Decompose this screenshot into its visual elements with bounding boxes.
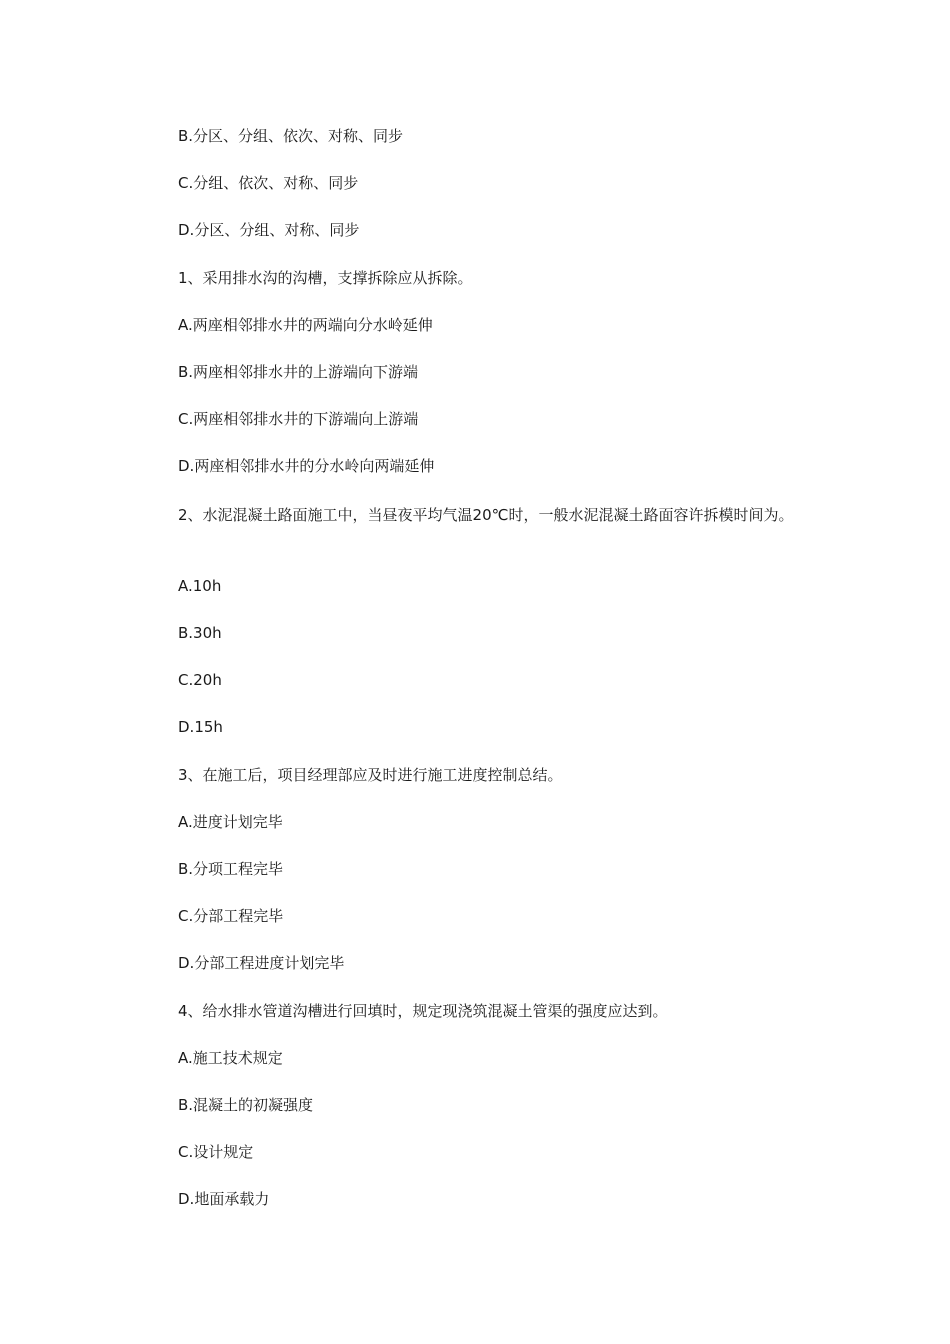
question-2-option-d: D.15h (178, 718, 223, 736)
question-1-option-b: B.两座相邻排水井的上游端向下游端 (178, 363, 419, 381)
option-d-prev-question: D.分区、分组、对称、同步 (178, 221, 360, 239)
question-4: 4、给水排水管道沟槽进行回填时，规定现浇筑混凝土管渠的强度应达到。 (178, 1002, 668, 1020)
question-2-option-b: B.30h (178, 624, 222, 642)
question-3-option-b: B.分项工程完毕 (178, 860, 284, 878)
question-2-option-c: C.20h (178, 671, 222, 689)
question-3-option-a: A.进度计划完毕 (178, 813, 283, 831)
question-1-option-d: D.两座相邻排水井的分水岭向两端延伸 (178, 457, 435, 475)
question-3: 3、在施工后，项目经理部应及时进行施工进度控制总结。 (178, 766, 563, 784)
question-1: 1、采用排水沟的沟槽，支撑拆除应从拆除。 (178, 269, 473, 287)
question-1-option-a: A.两座相邻排水井的两端向分水岭延伸 (178, 316, 433, 334)
option-b-prev-question: B.分区、分组、依次、对称、同步 (178, 127, 404, 145)
option-c-prev-question: C.分组、依次、对称、同步 (178, 174, 359, 192)
question-3-option-c: C.分部工程完毕 (178, 907, 284, 925)
question-1-option-c: C.两座相邻排水井的下游端向上游端 (178, 410, 419, 428)
question-4-option-d: D.地面承载力 (178, 1190, 270, 1208)
question-4-option-b: B.混凝土的初凝强度 (178, 1096, 314, 1114)
question-3-option-d: D.分部工程进度计划完毕 (178, 954, 345, 972)
question-2: 2、水泥混凝土路面施工中，当昼夜平均气温20℃时，一般水泥混凝土路面容许拆模时间为。 (178, 506, 794, 524)
question-2-option-a: A.10h (178, 577, 222, 595)
question-4-option-c: C.设计规定 (178, 1143, 254, 1161)
question-4-option-a: A.施工技术规定 (178, 1049, 283, 1067)
